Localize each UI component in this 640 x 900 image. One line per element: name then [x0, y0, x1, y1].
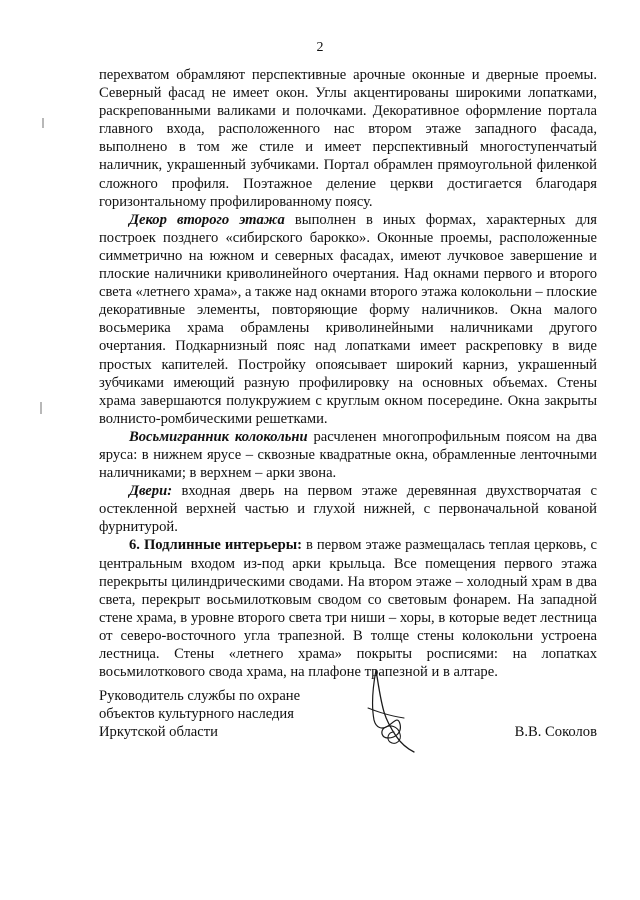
handwritten-signature-icon [340, 664, 440, 764]
paragraph-lead: Восьмигранник колокольни [129, 428, 308, 445]
paragraph-lead: 6. Подлинные интерьеры: [129, 537, 302, 554]
paragraph-bell-tower-octagon [99, 428, 597, 482]
paragraph-text: в первом этаже размещалась теплая церковь, с центральным входом из-под арки крыльца. Все помещения первого этажа перекрыты цилиндрическими сводами. На втором этаже – холодный храм в два света, перекрыт восьмилотковым сводом со световым фонарем. На западной стене храма, в уровне второго света три ниши – хоры, в которые ведет лестница от северо-восточного угла трапезной. В толще стены колокольни устроена лестница. Стены «летнего храма» покрыты росписями: на лопатках восьмилоткового свода храма, на плафоне трапезной и в алтаре. [99, 537, 597, 681]
document-body [99, 66, 597, 681]
paragraph-text: перехватом обрамляют перспективные арочные оконные и дверные проемы. Северный фасад не имеет окон. Углы акцентированы широкими лопатками, раскрепованными валиками и полочками. Декоративное оформление портала главного входа, расположенного нас втором этаже западного фасада, выполнено в том же стиле и имеет перспективный многоступенчатый наличник, украшенный зубчиками. Портал обрамлен прямоугольной филенкой сложного профиля. Поэтажное деление церкви достигается благодаря горизонтальному профилированному поясу. [99, 67, 597, 210]
paragraph-facade-continuation [99, 66, 597, 211]
paragraph-text: выполнен в иных формах, характерных для построек позднего «сибирского барокко». Оконные проемы, расположенные симметрично на южном и северных фасадах, имеют лучковое завершение и плоские наличники криволинейного очертания. Над окнами первого и второго света «летнего храма», а также над окнами второго этажа колокольни – плоские декоративные элементы, повторяющие форму наличников. Окна малого восьмерика храма обрамлены криволинейными наличниками другого очертания. Подкарнизный пояс над лопатками имеет раскреповку в виде простых капителей. Постройку опоясывает широкий карниз, украшенный зубчиками имеющий разную профилировку на основных объемах. Стены храма завершаются полукружием с круглым окном посередине. Окна закрыты волнисто-ромбическими решетками. [99, 211, 597, 427]
paragraph-text: расчленен многопрофильным поясом на два яруса: в нижнем ярусе – сквозные квадратные окна, обрамленные ленточными наличниками; в верхнем – арки звона. [99, 428, 597, 482]
signatory-title-line: объектов культурного наследия [99, 706, 294, 723]
paragraph-doors [99, 482, 597, 536]
paragraph-text: входная дверь на первом этаже деревянная двухстворчатая с остекленной верхней частью и глухой нижней, с первоначальной кованой фурнитурой. [99, 483, 597, 536]
paragraph-lead: Двери: [129, 483, 173, 500]
paragraph-second-floor-decor [99, 211, 597, 428]
scan-artifact-mark [42, 118, 44, 128]
signatory-title [99, 687, 359, 741]
signatory-title-line: Руководитель службы по охране [99, 688, 301, 704]
paragraph-lead: Декор второго этажа [129, 211, 285, 228]
signatory-title-line: Иркутской области [99, 724, 218, 741]
page-number: 2 [316, 40, 324, 55]
scan-artifact-mark [40, 402, 42, 414]
paragraph-original-interiors [99, 536, 597, 681]
signatory-name: В.В. Соколов [514, 724, 597, 740]
